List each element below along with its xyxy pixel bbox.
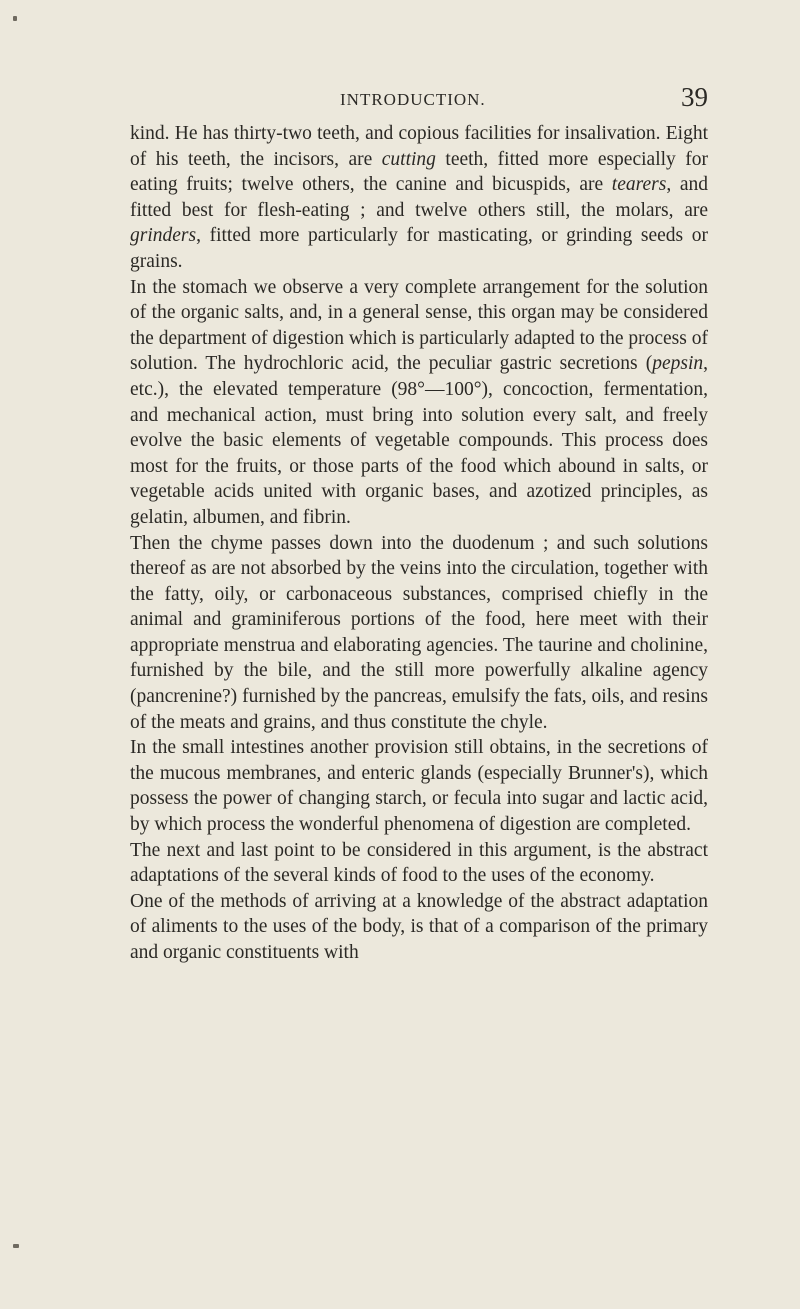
paragraph-methods: [130, 889, 708, 966]
paragraph-intestines: [130, 735, 708, 837]
italic-term: pepsin: [652, 353, 704, 375]
paragraph-text: teeth, fitted more especially for eating fruits; twelve others, the canine and bicuspids, are: [130, 148, 708, 196]
paragraph-text: , and fitted best for flesh-eating ; and twelve others still, the molars, are: [130, 174, 708, 221]
italic-term: tearers: [611, 174, 667, 196]
paragraph-duodenum: [130, 531, 708, 736]
page-header: [130, 82, 708, 118]
body-text: [130, 121, 708, 966]
paragraph-text: The next and last point to be considered in this argument, is the abstract adaptations of the several kinds of food to the uses of the economy.: [130, 839, 708, 887]
paragraph-teeth: [130, 121, 708, 275]
paragraph-text: , etc.), the elevated temperature (98°—100°), concoction, fermentation, and mechanical action, must bring into solution every salt, and freely evolve the basic elements of vegetable compounds. This process does most for the fruits, or those parts of the food which abound in salts, or vegetable acids united with organic bases, and azotized principles, as gelatin, albumen, and fibrin.: [130, 353, 708, 528]
paragraph-text: In the stomach we observe a very complete arrangement for the solution of the organic salts, and, in a general sense, this organ may be considered the department of digestion which is particularly adapted to the process of solution. The hydrochloric acid, the peculiar gastric secretions (: [130, 276, 708, 375]
italic-term: grinders: [130, 225, 197, 247]
paragraph-text: One of the methods of arriving at a knowledge of the abstract adaptation of aliments to the uses of the body, is that of a comparison of the primary and organic constituents with: [130, 890, 708, 963]
running-head: INTRODUCTION.: [340, 90, 486, 109]
paragraph-text: In the small intestines another provision still obtains, in the secretions of the mucous membranes, and enteric glands (especially Brunner's), which possess the power of changing starch, or fecula into sugar and lactic acid, by which process the wonderful phenomena of digestion are completed.: [130, 737, 708, 836]
page-mark-top: [13, 16, 17, 21]
paragraph-stomach: [130, 275, 708, 531]
page-mark-bottom: [13, 1244, 19, 1248]
paragraph-text: kind. He has thirty-two teeth, and copious facilities for insalivation. Eight of his teeth, the incisors, are: [130, 123, 708, 170]
paragraph-text: , fitted more particularly for masticating, or grinding seeds or grains.: [130, 225, 708, 272]
paragraph-adaptations: [130, 838, 708, 889]
paragraph-text: Then the chyme passes down into the duodenum ; and such solutions thereof as are not absorbed by the veins into the circulation, together with the fatty, oily, or carbonaceous substances, comprised chiefly in the animal and graminiferous portions of the food, here meet with their appropriate menstrua and elaborating agencies. The taurine and cholinine, furnished by the bile, and the still more powerfully alkaline agency (pancrenine?) furnished by the pancreas, emulsify the fats, oils, and resins of the meats and grains, and thus constitute the chyle.: [130, 532, 708, 733]
italic-term: cutting: [381, 148, 436, 170]
page-number: 39: [681, 82, 708, 112]
